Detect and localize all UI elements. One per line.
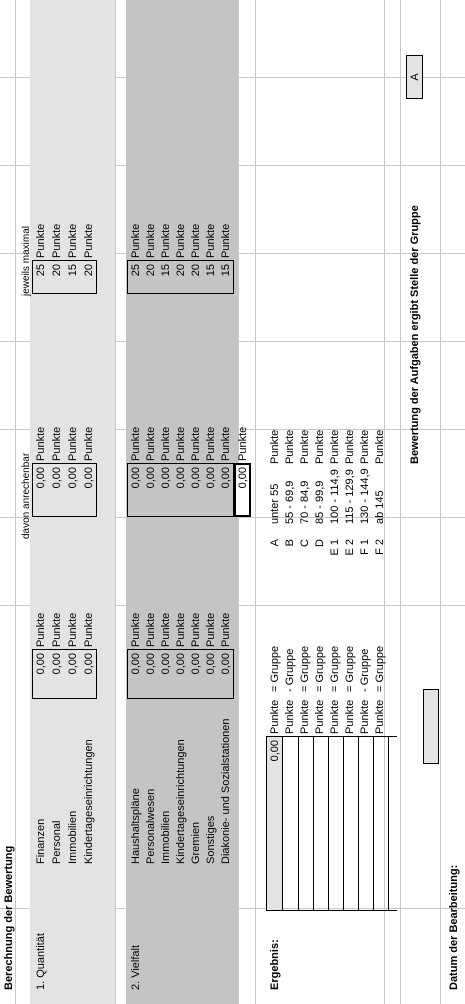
quantitaet-davon-cell: 0,00	[51, 467, 63, 489]
unit-label: Punkte	[220, 426, 232, 461]
unit-label: Punkte	[220, 612, 232, 647]
vielfalt-max-cell: 20	[175, 264, 187, 277]
unit-label: Punkte	[160, 223, 172, 258]
ergebnis-unit: Punkte	[299, 699, 311, 734]
vielfalt-davon-cell: 0,00	[220, 467, 232, 489]
unit-label: Punkte	[35, 426, 47, 461]
ergebnis-row-line	[358, 736, 359, 911]
quantitaet-value-cell[interactable]: 0,00	[35, 653, 47, 675]
ergebnis-group: E 2	[344, 539, 356, 556]
vielfalt-max-cell: 25	[130, 264, 142, 277]
quantitaet-max-cell: 20	[51, 264, 63, 277]
ergebnis-range-unit: Punkte	[284, 429, 296, 464]
vielfalt-davon-cell: 0,00	[160, 467, 172, 489]
quantitaet-item-name: Finanzen	[35, 818, 47, 864]
max-header: jeweils maximal	[21, 225, 32, 296]
ergebnis-eq: = Gruppe	[374, 645, 386, 692]
ergebnis-range-unit: Punkte	[329, 429, 341, 464]
quantitaet-item-name: Immobilien	[67, 810, 79, 864]
unit-label: Punkte	[145, 223, 157, 258]
ergebnis-range: 100 - 114,9	[329, 469, 341, 524]
unit-label: Punkte	[35, 223, 47, 258]
vielfalt-value-cell[interactable]: 0,00	[175, 653, 187, 675]
ergebnis-range: 70 - 84,9	[299, 480, 311, 524]
ergebnis-eq: = Gruppe	[299, 645, 311, 692]
vielfalt-item-name: Haushaltspläne	[130, 788, 142, 864]
unit-label: Punkte	[67, 223, 79, 258]
unit-label: Punkte	[145, 612, 157, 647]
unit-label: Punkte	[35, 612, 47, 647]
unit-label: Punkte	[83, 426, 95, 461]
ergebnis-unit: Punkte	[284, 699, 296, 734]
ergebnis-range: unter 55	[269, 483, 281, 524]
unit-label: Punkte	[205, 612, 217, 647]
ergebnis-range-unit: Punkte	[374, 429, 386, 464]
ergebnis-unit: Punkte	[269, 699, 281, 734]
quantitaet-max-cell: 20	[83, 264, 95, 277]
ergebnis-range-unit: Punkte	[344, 429, 356, 464]
grid-line	[440, 0, 441, 1004]
vielfalt-value-cell[interactable]: 0,00	[160, 653, 172, 675]
vielfalt-value-cell[interactable]: 0,00	[145, 653, 157, 675]
vielfalt-item-name: Diakonie- und Sozialstationen	[220, 718, 232, 864]
unit-label: Punkte	[130, 426, 142, 461]
ergebnis-unit: Punkte	[344, 699, 356, 734]
vielfalt-max-cell: 15	[220, 264, 232, 277]
unit-label: Punkte	[67, 612, 79, 647]
ergebnis-row-line	[388, 736, 389, 911]
ergebnis-range: 55 - 69,9	[284, 480, 296, 524]
ergebnis-eq: = Gruppe	[344, 645, 356, 692]
davon-header: davon anrechenbar	[21, 452, 32, 539]
unit-label: Punkte	[205, 223, 217, 258]
ergebnis-unit: Punkte	[329, 699, 341, 734]
vielfalt-item-name: Personalwesen	[145, 788, 157, 864]
unit-label: Punkte	[190, 612, 202, 647]
unit-label: Punkte	[145, 426, 157, 461]
quantitaet-value-cell[interactable]: 0,00	[83, 653, 95, 675]
ergebnis-group: F 1	[359, 539, 371, 555]
vielfalt-value-cell[interactable]: 0,00	[205, 653, 217, 675]
ergebnis-eq: - Gruppe	[359, 648, 371, 692]
ergebnis-row-line	[298, 736, 299, 911]
ergebnis-bracket-line	[283, 910, 397, 911]
ergebnis-eq: = Gruppe	[314, 645, 326, 692]
ergebnis-range-unit: Punkte	[314, 429, 326, 464]
unit-label: Punkte	[83, 223, 95, 258]
quantitaet-davon-cell: 0,00	[67, 467, 79, 489]
ergebnis-group: C	[299, 539, 311, 547]
unit-label: Punkte	[83, 612, 95, 647]
unit-label: Punkte	[237, 426, 249, 461]
vielfalt-item-name: Sonstiges	[205, 815, 217, 864]
vielfalt-label: 2. Vielfalt	[130, 944, 142, 990]
ergebnis-group: B	[284, 539, 296, 547]
ergebnis-range-unit: Punkte	[359, 429, 371, 464]
quantitaet-davon-cell: 0,00	[83, 467, 95, 489]
vielfalt-davon-cell: 0,00	[205, 467, 217, 489]
vielfalt-max-cell: 15	[160, 264, 172, 277]
ergebnis-range: ab 145	[374, 490, 386, 524]
vielfalt-item-name: Gremien	[190, 821, 202, 864]
unit-label: Punkte	[160, 426, 172, 461]
ergebnis-value: 0,00	[269, 740, 281, 762]
ergebnis-unit: Punkte	[359, 699, 371, 734]
quantitaet-label: 1. Quantität	[35, 933, 47, 990]
unit-label: Punkte	[130, 612, 142, 647]
sheet-title: Berechnung der Bewertung	[3, 845, 15, 990]
date-input[interactable]	[423, 689, 439, 764]
ergebnis-range-unit: Punkte	[269, 429, 281, 464]
unit-label: Punkte	[160, 612, 172, 647]
vielfalt-max-cell: 20	[190, 264, 202, 277]
quantitaet-item-name: Kindertageseinrichtungen	[83, 739, 95, 864]
ergebnis-range-unit: Punkte	[299, 429, 311, 464]
vielfalt-max-cell: 20	[145, 264, 157, 277]
vielfalt-davon-cell: 0,00	[145, 467, 157, 489]
ergebnis-row-line	[343, 736, 344, 911]
quantitaet-item-name: Personal	[51, 820, 63, 864]
unit-label: Punkte	[175, 223, 187, 258]
unit-label: Punkte	[51, 426, 63, 461]
vielfalt-total-value: 0,00	[237, 467, 249, 489]
ergebnis-bracket-line	[283, 736, 397, 737]
quantitaet-max-cell: 15	[67, 264, 79, 277]
grid-line	[255, 0, 256, 1004]
ergebnis-unit: Punkte	[374, 699, 386, 734]
ergebnis-label: Ergebnis:	[269, 939, 281, 990]
vielfalt-davon-cell: 0,00	[130, 467, 142, 489]
unit-label: Punkte	[190, 426, 202, 461]
ergebnis-range: 115 - 129,9	[344, 469, 356, 524]
ergebnis-group: F 2	[374, 539, 386, 555]
ergebnis-eq: = Gruppe	[329, 645, 341, 692]
vielfalt-max-cell: 15	[205, 264, 217, 277]
bewertung-label: Bewertung der Aufgaben ergibt Stelle der Gruppe	[409, 205, 421, 464]
quantitaet-davon-cell: 0,00	[35, 467, 47, 489]
ergebnis-row-line	[328, 736, 329, 911]
grid-line	[400, 0, 401, 1004]
ergebnis-group: A	[269, 539, 281, 547]
unit-label: Punkte	[175, 612, 187, 647]
quantitaet-value-cell[interactable]: 0,00	[67, 653, 79, 675]
vielfalt-item-name: Kindertageseinrichtungen	[175, 739, 187, 864]
unit-label: Punkte	[51, 612, 63, 647]
ergebnis-eq: = Gruppe	[269, 645, 281, 692]
vielfalt-item-name: Immobilien	[160, 810, 172, 864]
grid-line	[115, 0, 116, 1004]
unit-label: Punkte	[205, 426, 217, 461]
vielfalt-davon-cell: 0,00	[190, 467, 202, 489]
ergebnis-unit: Punkte	[314, 699, 326, 734]
ergebnis-row-line	[373, 736, 374, 911]
ergebnis-group: E 1	[329, 539, 341, 556]
quantitaet-value-cell[interactable]: 0,00	[51, 653, 63, 675]
ergebnis-group: D	[314, 539, 326, 547]
vielfalt-value-cell[interactable]: 0,00	[130, 653, 142, 675]
unit-label: Punkte	[51, 223, 63, 258]
vielfalt-value-cell[interactable]: 0,00	[190, 653, 202, 675]
unit-label: Punkte	[130, 223, 142, 258]
ergebnis-range: 130 - 144,9	[359, 468, 371, 524]
unit-label: Punkte	[190, 223, 202, 258]
unit-label: Punkte	[175, 426, 187, 461]
bewertung-result: A	[409, 73, 421, 81]
unit-label: Punkte	[220, 223, 232, 258]
quantitaet-max-cell: 25	[35, 264, 47, 277]
unit-label: Punkte	[67, 426, 79, 461]
vielfalt-value-cell[interactable]: 0,00	[220, 653, 232, 675]
ergebnis-range: 85 - 99,9	[314, 480, 326, 524]
ergebnis-row-line	[313, 736, 314, 911]
ergebnis-eq: - Gruppe	[284, 648, 296, 692]
vielfalt-davon-cell: 0,00	[175, 467, 187, 489]
date-label: Datum der Bearbeitung:	[448, 864, 460, 990]
